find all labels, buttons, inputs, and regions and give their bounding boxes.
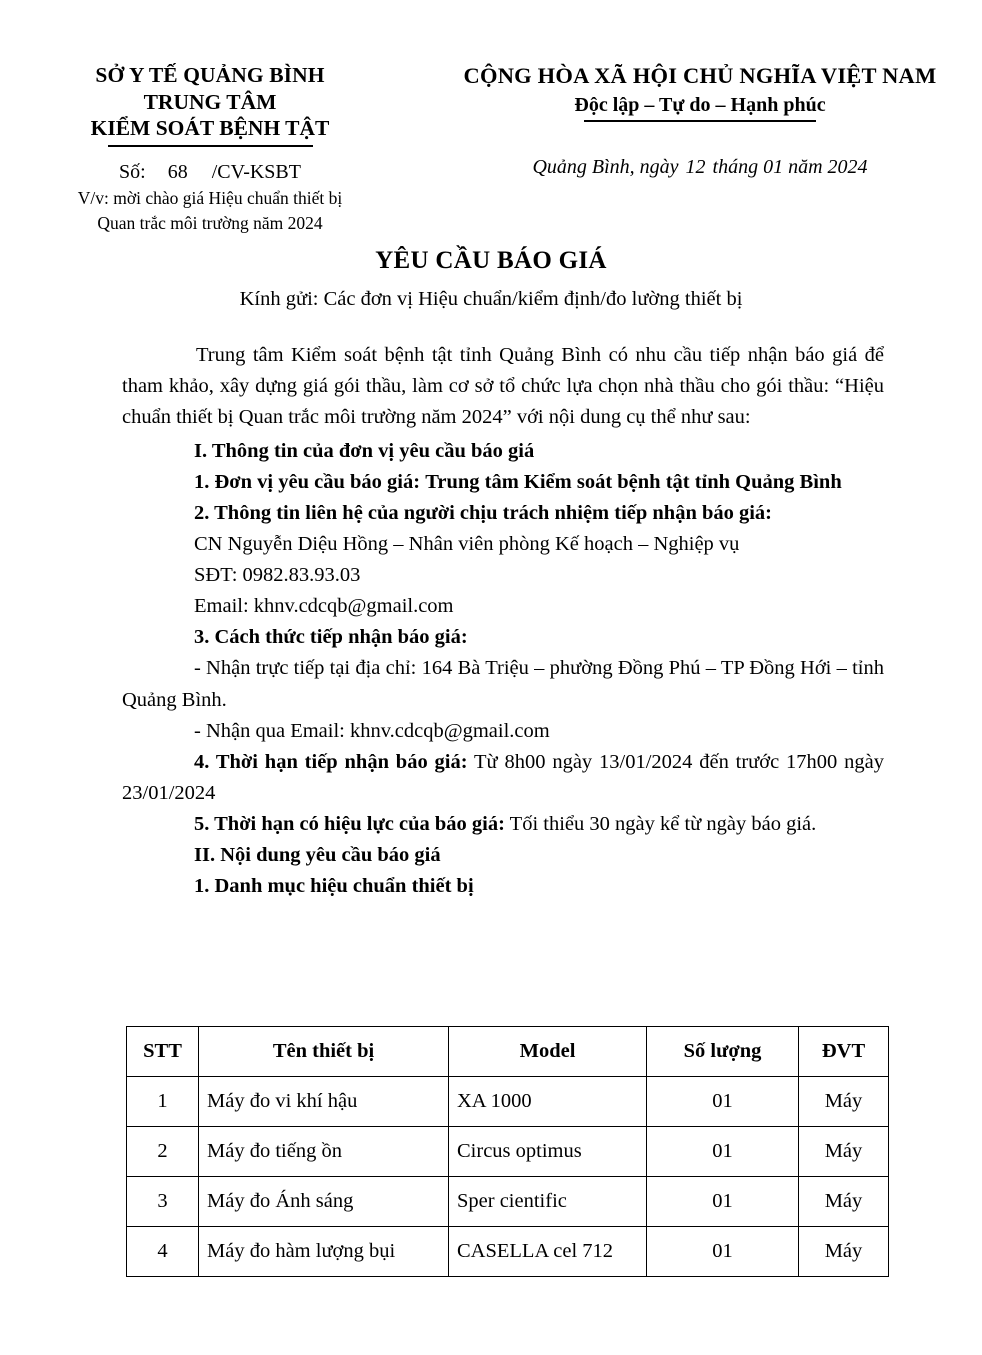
center-name-line1: TRUNG TÂM <box>143 89 277 114</box>
subject-line-2: Quan trắc môi trường năm 2024 <box>97 213 323 234</box>
date-day: 12 <box>685 156 706 179</box>
column-header-name: Tên thiết bị <box>199 1027 449 1077</box>
header-right-rule <box>584 120 816 122</box>
cell-name: Máy đo tiếng ồn <box>199 1127 449 1177</box>
column-header-qty: Số lượng <box>647 1027 799 1077</box>
item-3-bullet-1: - Nhận trực tiếp tại địa chỉ: 164 Bà Triệu – phường Đồng Phú – TP Đồng Hới – tỉnh Quảng Bình. <box>122 657 884 711</box>
center-name-line2: KIỂM SOÁT BỆNH TẬT <box>90 116 330 141</box>
cell-unit: Máy <box>799 1127 889 1177</box>
section-1-item-5 <box>122 809 884 840</box>
contact-email: Email: khnv.cdcqb@gmail.com <box>194 595 454 618</box>
cell-name: Máy đo hàm lượng bụi <box>199 1227 449 1277</box>
document-number-suffix: /CV-KSBT <box>211 160 301 183</box>
table-row <box>127 1177 889 1227</box>
place-and-date <box>420 156 980 179</box>
document-body <box>122 340 884 902</box>
department-name: SỞ Y TẾ QUẢNG BÌNH <box>95 63 325 87</box>
section-2-heading: II. Nội dung yêu cầu báo giá <box>194 843 441 866</box>
intro-paragraph: Trung tâm Kiểm soát bệnh tật tỉnh Quảng Bình có nhu cầu tiếp nhận báo giá để tham khảo, xây dựng giá gói thầu, làm cơ sở tổ chức lựa chọn nhà thầu cho gói thầu: “Hiệu chuẩn thiết bị Quan trắc môi trường năm 2024” với nội dung cụ thể như sau: <box>122 344 884 429</box>
issuing-authority-block <box>0 62 410 234</box>
section-1-heading: I. Thông tin của đơn vị yêu cầu báo giá <box>194 440 535 463</box>
equipment-table-wrapper <box>126 1026 888 1277</box>
item-5-label: 5. Thời hạn có hiệu lực của báo giá: <box>194 812 505 835</box>
cell-model: Circus optimus <box>449 1127 647 1177</box>
cell-stt: 4 <box>127 1227 199 1277</box>
column-header-model: Model <box>449 1027 647 1077</box>
table-header-row <box>127 1027 889 1077</box>
column-header-unit: ĐVT <box>799 1027 889 1077</box>
document-number-value: 68 <box>167 160 188 183</box>
contact-phone: SĐT: 0982.83.93.03 <box>194 564 361 587</box>
item-4-label: 4. Thời hạn tiếp nhận báo giá: <box>194 750 468 773</box>
table-row <box>127 1077 889 1127</box>
cell-stt: 2 <box>127 1127 199 1177</box>
addressee-line: Kính gửi: Các đơn vị Hiệu chuẩn/kiểm định/đo lường thiết bị <box>239 288 743 310</box>
column-header-stt: STT <box>127 1027 199 1077</box>
item-1-label: 1. Đơn vị yêu cầu báo giá: <box>194 471 421 494</box>
table-row <box>127 1127 889 1177</box>
national-motto: Độc lập – Tự do – Hạnh phúc <box>574 94 826 117</box>
section-1-item-2-label: 2. Thông tin liên hệ của người chịu trách nhiệm tiếp nhận báo giá: <box>194 502 773 525</box>
document-header <box>0 62 982 234</box>
cell-qty: 01 <box>647 1077 799 1127</box>
cell-qty: 01 <box>647 1227 799 1277</box>
subject-line-1: V/v: mời chào giá Hiệu chuẩn thiết bị <box>77 187 343 208</box>
national-title: CỘNG HÒA XÃ HỘI CHỦ NGHĨA VIỆT NAM <box>463 63 937 88</box>
item-4-value: Từ 8h00 ngày 13/01/2024 đến trước 17h00 ngày 23/01/2024 <box>122 750 884 804</box>
header-left-rule <box>108 145 313 147</box>
cell-unit: Máy <box>799 1227 889 1277</box>
document-number-label: Số: <box>119 160 146 183</box>
document-number-line <box>10 161 410 184</box>
date-month-year: tháng 01 năm 2024 <box>712 156 868 179</box>
cell-stt: 3 <box>127 1177 199 1227</box>
cell-qty: 01 <box>647 1127 799 1177</box>
table-row <box>127 1227 889 1277</box>
equipment-table <box>126 1026 889 1277</box>
cell-qty: 01 <box>647 1177 799 1227</box>
national-heading-block <box>410 62 980 179</box>
cell-name: Máy đo vi khí hậu <box>199 1077 449 1127</box>
cell-unit: Máy <box>799 1177 889 1227</box>
section-2-subheading: 1. Danh mục hiệu chuẩn thiết bị <box>194 874 474 897</box>
cell-model: XA 1000 <box>449 1077 647 1127</box>
document-title: YÊU CẦU BÁO GIÁ <box>375 247 607 274</box>
cell-stt: 1 <box>127 1077 199 1127</box>
cell-name: Máy đo Ánh sáng <box>199 1177 449 1227</box>
cell-model: CASELLA cel 712 <box>449 1227 647 1277</box>
section-1-item-3-label: 3. Cách thức tiếp nhận báo giá: <box>194 626 468 649</box>
item-3-bullet-2: - Nhận qua Email: khnv.cdcqb@gmail.com <box>194 719 550 742</box>
contact-name: CN Nguyễn Diệu Hồng – Nhân viên phòng Kế hoạch – Nghiệp vụ <box>194 533 740 556</box>
place-text: Quảng Bình, ngày <box>532 156 679 179</box>
section-1-item-1 <box>122 467 884 498</box>
section-1-item-4 <box>122 747 884 809</box>
item-1-value: Trung tâm Kiểm soát bệnh tật tỉnh Quảng Bình <box>425 471 842 494</box>
item-5-value: Tối thiểu 30 ngày kể từ ngày báo giá. <box>509 812 817 835</box>
cell-model: Sper cientific <box>449 1177 647 1227</box>
cell-unit: Máy <box>799 1077 889 1127</box>
